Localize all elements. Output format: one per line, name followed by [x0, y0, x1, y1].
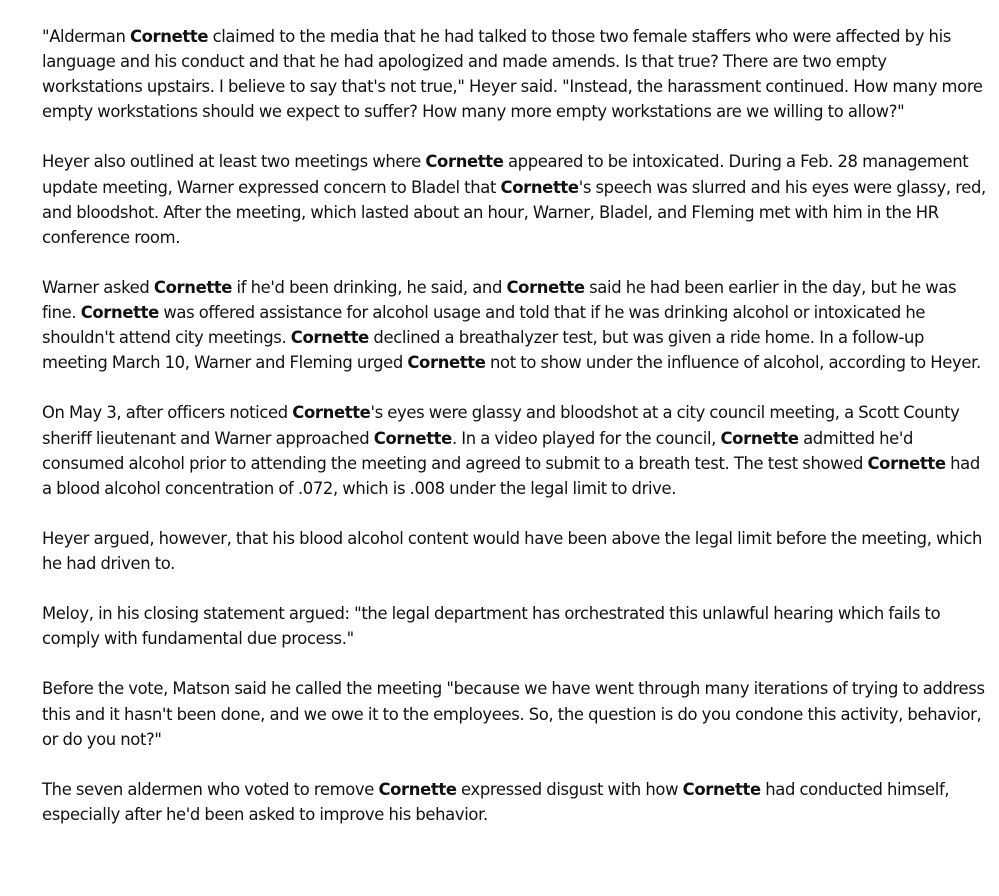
highlighted-name: Cornette — [867, 453, 946, 473]
paragraph-text: admitted he'd consumed alcohol prior to attending the meeting and agreed to submit to a breath test. The test showed — [42, 428, 914, 473]
paragraph-text: appeared to be intoxicated. During a Feb. 28 management update meeting, Warner expressed concern to Bladel that — [42, 152, 969, 197]
highlighted-name: Cornette — [153, 277, 233, 297]
paragraph-text: was offered assistance for alcohol usage and told that if he was drinking alcohol or intoxicated he shouldn't attend city meetings. — [42, 303, 926, 348]
article-paragraph — [42, 601, 987, 651]
paragraph-text: Heyer argued, however, that his blood alcohol content would have been above the legal limit before the meeting, which he had driven to. — [42, 528, 983, 573]
highlighted-name: Cornette — [292, 403, 371, 423]
highlighted-name: Cornette — [720, 428, 799, 448]
highlighted-name: Cornette — [682, 779, 761, 799]
highlighted-name: Cornette — [500, 177, 579, 197]
paragraph-text: 's eyes were glassy and bloodshot at a city council meeting, a Scott County sheriff lieutenant and Warner approached — [42, 403, 960, 448]
paragraph-text: if he'd been drinking, he said, and — [232, 277, 507, 297]
paragraph-text: The seven aldermen who voted to remove — [42, 779, 379, 799]
article-paragraph — [42, 149, 987, 249]
highlighted-name: Cornette — [407, 353, 486, 373]
article-paragraph — [42, 526, 987, 576]
article-body — [42, 24, 987, 852]
paragraph-text: had a blood alcohol concentration of .072, which is .008 under the legal limit to drive. — [42, 453, 980, 498]
paragraph-text: claimed to the media that he had talked to those two female staffers who were affected by his language and his conduct and that he had apologized and made amends. Is that true? There are two empty workstations upstairs. I believe to say that's not true," Heyer said. "Instead, the harassment continued. How many more empty workstations should we expect to suffer? How many more empty workstations are we willing to allow?" — [42, 27, 983, 122]
highlighted-name: Cornette — [506, 277, 585, 297]
paragraph-text: expressed disgust with how — [456, 779, 683, 799]
paragraph-text: said he had been earlier in the day, but he was fine. — [42, 277, 957, 323]
paragraph-text: On May 3, after officers noticed — [42, 403, 293, 423]
article-paragraph — [42, 676, 987, 751]
paragraph-text: Heyer also outlined at least two meetings where — [42, 152, 426, 172]
paragraph-text: "Alderman — [42, 27, 130, 46]
paragraph-text: had conducted himself, especially after he'd been asked to improve his behavior. — [42, 779, 950, 824]
highlighted-name: Cornette — [129, 27, 209, 46]
highlighted-name: Cornette — [425, 152, 504, 172]
highlighted-name: Cornette — [80, 303, 159, 323]
paragraph-text: Before the vote, Matson said he called the meeting "because we have went through many iterations of trying to address this and it hasn't been done, and we owe it to the employees. So, the question is do you condone this activity, behavior, or do you not?" — [42, 679, 985, 749]
paragraph-text: 's speech was slurred and his eyes were glassy, red, and bloodshot. After the meeting, which lasted about an hour, Warner, Bladel, and Fleming met with him in the HR conference room. — [42, 177, 986, 247]
highlighted-name: Cornette — [373, 428, 452, 448]
paragraph-text: not to show under the influence of alcohol, according to Heyer. — [485, 353, 981, 373]
paragraph-text: declined a breathalyzer test, but was given a ride home. In a follow-up meeting March 10, Warner and Fleming urged — [42, 328, 925, 373]
paragraph-text: . In a video played for the council, — [451, 428, 721, 448]
article-paragraph — [42, 777, 987, 827]
article-paragraph — [42, 24, 987, 124]
paragraph-text: Meloy, in his closing statement argued: "the legal department has orchestrated this unlawful hearing which fails to comply with fundamental due process." — [42, 604, 941, 649]
paragraph-text: Warner asked — [42, 277, 154, 297]
article-paragraph — [42, 275, 987, 375]
highlighted-name: Cornette — [378, 779, 457, 799]
highlighted-name: Cornette — [290, 328, 369, 348]
article-paragraph — [42, 400, 987, 500]
